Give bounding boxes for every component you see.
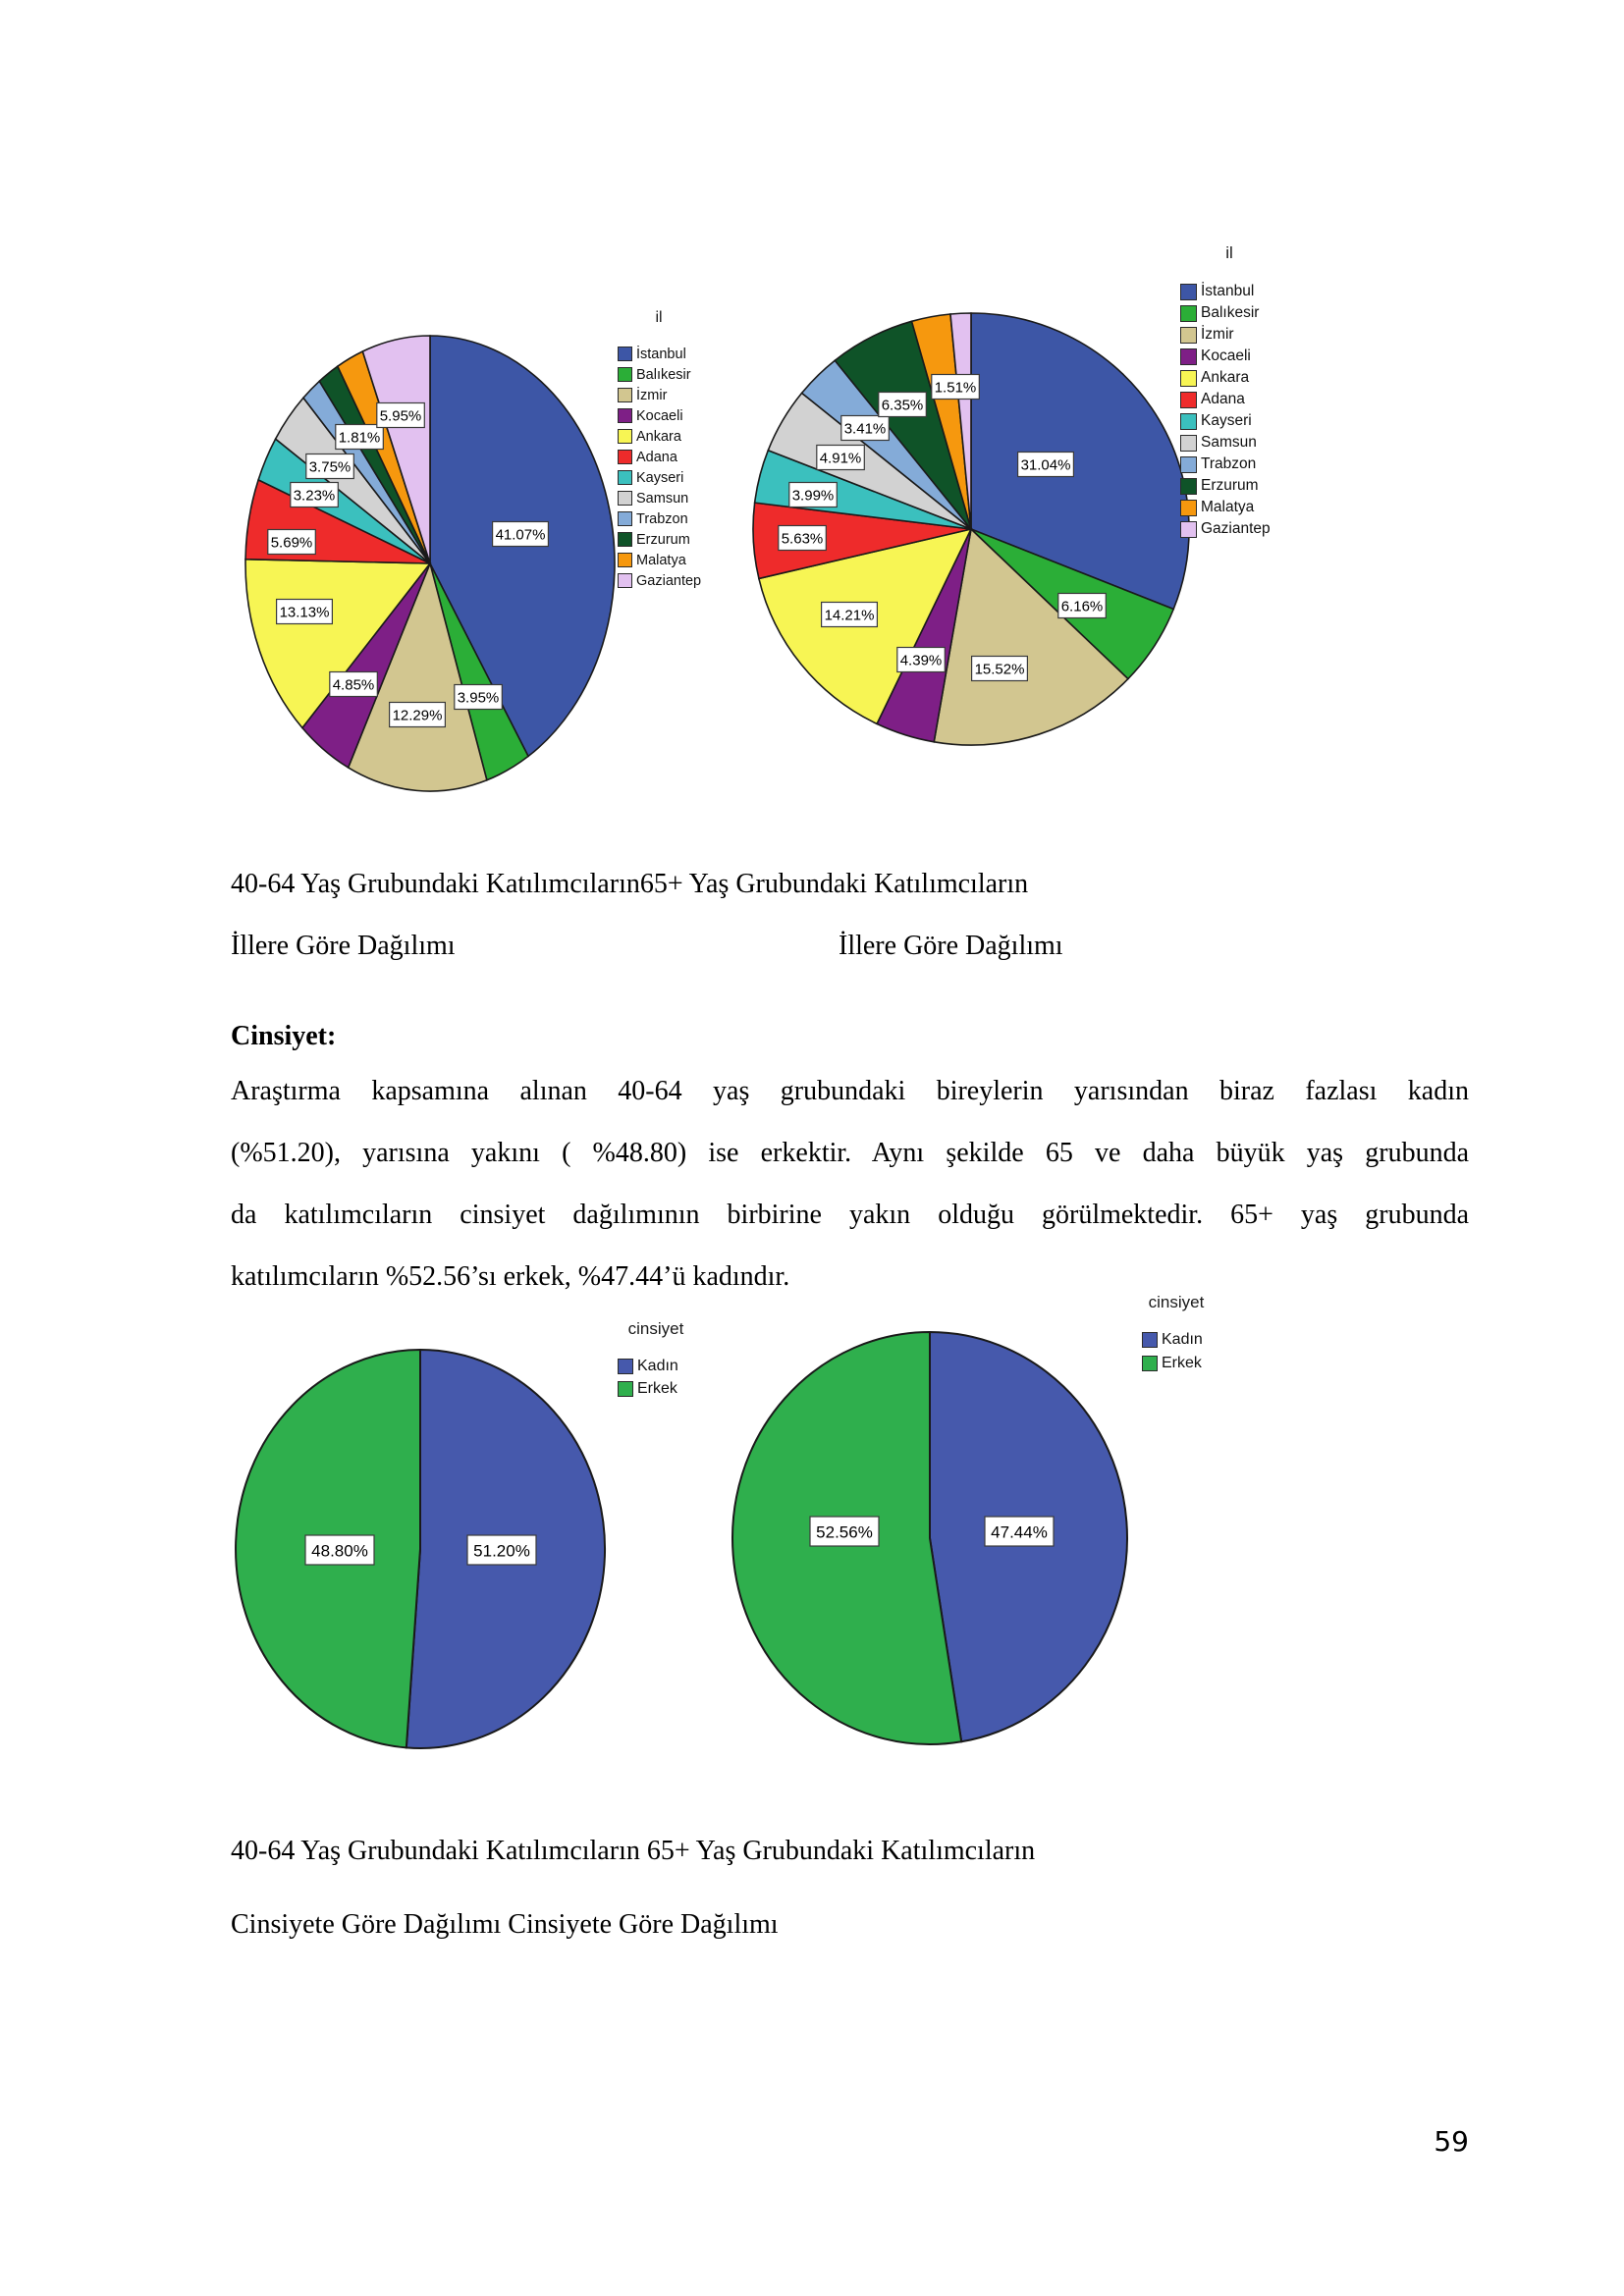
legend-swatch-samsun [1180,435,1197,452]
svg-text:3.99%: 3.99% [791,487,835,505]
legend-swatch-balikesir [618,367,632,382]
pie-label-gaziantep [377,403,425,428]
legend-label-malatya: Malatya [636,552,686,568]
legend-item-kocaeli [618,405,700,426]
legend-swatch-malatya [1180,500,1197,516]
legend-il-40-64 [618,309,700,591]
pie-label-erkek [810,1517,879,1546]
legend-item-adana [618,447,700,467]
pie-svg-cinsiyet-65 [722,1322,1139,1754]
legend-swatch-kocaeli [1180,348,1197,365]
pie-label-kadin [985,1517,1054,1546]
legend-swatch-kadin [1142,1332,1158,1348]
svg-text:3.75%: 3.75% [308,458,352,476]
legend-label-erzurum: Erzurum [1201,477,1259,494]
pie-svg-il-65 [741,302,1203,759]
legend-label-kocaeli: Kocaeli [1201,347,1251,364]
legend-swatch-balikesir [1180,305,1197,322]
legend-label-ankara: Ankara [636,428,681,445]
pie-label-balikesir [1058,594,1107,618]
pie-chart-cinsiyet-65 [722,1322,1139,1754]
caption-bottom-line2: Cinsiyete Göre Dağılımı Cinsiyete Göre Dağılımı [231,1909,779,1940]
svg-text:1.81%: 1.81% [338,429,381,447]
legend-swatch-izmir [1180,327,1197,344]
legend-label-adana: Adana [636,449,677,465]
legend-item-izmir [1180,324,1278,346]
caption-top-line1: 40-64 Yaş Grubundaki Katılımcıların65+ Yaş Grubundaki Katılımcıların [231,869,1029,899]
svg-text:3.41%: 3.41% [843,420,887,438]
legend-swatch-erzurum [1180,478,1197,495]
legend-item-adana [1180,389,1278,410]
svg-text:4.91%: 4.91% [819,450,862,467]
legend-label-istanbul: İstanbul [1201,283,1255,299]
legend-item-kadin [618,1355,694,1377]
pie-label-ankara [277,600,333,624]
svg-text:52.56%: 52.56% [816,1522,873,1542]
legend-label-kayseri: Kayseri [1201,412,1252,429]
legend-label-samsun: Samsun [1201,434,1257,451]
legend-item-ankara [1180,367,1278,389]
legend-item-istanbul [1180,281,1278,302]
legend-label-kayseri: Kayseri [636,469,684,486]
legend-label-erkek: Erkek [637,1379,677,1397]
svg-text:41.07%: 41.07% [495,526,546,544]
svg-text:1.51%: 1.51% [934,379,977,397]
legend-swatch-samsun [618,491,632,506]
pie-label-kadin [467,1535,536,1565]
pie-label-trabzon [336,425,384,450]
svg-text:51.20%: 51.20% [473,1541,530,1561]
legend-cinsiyet-65 [1142,1293,1211,1375]
pie-label-istanbul [1018,453,1074,477]
pie-label-kocaeli [330,672,378,697]
pie-label-samsun [306,454,354,479]
legend-label-adana: Adana [1201,391,1245,407]
legend-item-kocaeli [1180,346,1278,367]
legend-swatch-istanbul [618,347,632,361]
svg-text:5.63%: 5.63% [781,530,824,548]
pie-label-kayseri [291,483,339,507]
legend-item-trabzon [618,508,700,529]
paragraph-line-1: Araştırma kapsamına alınan 40-64 yaş grubundaki bireylerin yarısından biraz fazlası kadın [231,1076,1469,1106]
legend-swatch-kadin [618,1359,633,1374]
legend-title: cinsiyet [627,1319,684,1338]
legend-item-balikesir [1180,302,1278,324]
svg-text:5.95%: 5.95% [379,407,422,425]
legend-label-kadin: Kadın [637,1357,678,1374]
legend-swatch-ankara [618,429,632,444]
legend-label-trabzon: Trabzon [1201,455,1257,472]
legend-label-kocaeli: Kocaeli [636,407,683,424]
legend-item-gaziantep [1180,518,1278,540]
legend-item-balikesir [618,364,700,385]
legend-swatch-izmir [618,388,632,402]
legend-swatch-gaziantep [618,573,632,588]
page-number: 59 [1434,2125,1469,2158]
legend-label-izmir: İzmir [636,387,668,403]
legend-item-erkek [1142,1352,1211,1375]
legend-item-erzurum [1180,475,1278,497]
pie-chart-il-65 [741,302,1203,759]
pie-label-adana [779,526,827,551]
svg-text:15.52%: 15.52% [974,661,1025,678]
svg-text:48.80%: 48.80% [311,1541,368,1561]
svg-text:14.21%: 14.21% [824,607,875,624]
legend-il-65 [1180,243,1278,540]
legend-swatch-kayseri [1180,413,1197,430]
svg-text:3.95%: 3.95% [457,689,500,707]
legend-swatch-gaziantep [1180,521,1197,538]
pie-svg-il-40-64 [231,324,633,805]
paragraph-line-4: katılımcıların %52.56’sı erkek, %47.44’ü kadındır. [231,1261,790,1292]
legend-label-trabzon: Trabzon [636,510,688,527]
svg-text:6.16%: 6.16% [1060,598,1104,615]
legend-label-kadin: Kadın [1162,1331,1203,1348]
legend-label-istanbul: İstanbul [636,346,686,362]
legend-item-kadin [1142,1328,1211,1352]
caption-top-line2-right: İllere Göre Dağılımı [839,931,1063,961]
legend-item-erkek [618,1377,694,1400]
legend-swatch-malatya [618,553,632,567]
paragraph-line-2: (%51.20), yarısına yakını ( %48.80) ise erkektir. Aynı şekilde 65 ve daha büyük yaş grubunda [231,1138,1469,1168]
legend-swatch-erkek [618,1381,633,1397]
legend-label-balikesir: Balıkesir [636,366,691,383]
legend-label-balikesir: Balıkesir [1201,304,1260,321]
legend-label-gaziantep: Gaziantep [1201,520,1271,537]
legend-label-erkek: Erkek [1162,1355,1202,1371]
caption-bottom-line1: 40-64 Yaş Grubundaki Katılımcıların 65+ Yaş Grubundaki Katılımcıların [231,1836,1036,1866]
legend-swatch-erzurum [618,532,632,547]
legend-cinsiyet-40-64 [618,1319,694,1400]
svg-text:4.85%: 4.85% [332,676,375,694]
legend-item-erzurum [618,529,700,550]
pie-label-izmir [390,703,446,727]
legend-item-samsun [1180,432,1278,454]
legend-swatch-trabzon [1180,456,1197,473]
legend-item-ankara [618,426,700,447]
pie-label-gaziantep [932,375,980,400]
pie-label-erkek [305,1535,374,1565]
pie-label-kayseri [789,483,838,507]
legend-swatch-istanbul [1180,284,1197,300]
legend-item-kayseri [1180,410,1278,432]
svg-text:6.35%: 6.35% [881,397,924,414]
legend-swatch-kocaeli [618,408,632,423]
legend-label-samsun: Samsun [636,490,689,507]
caption-top-line2-left: İllere Göre Dağılımı [231,931,456,961]
legend-title: cinsiyet [1148,1293,1205,1311]
body-paragraph [231,1076,1469,1323]
legend-title: il [655,309,663,326]
legend-label-ankara: Ankara [1201,369,1250,386]
pie-chart-cinsiyet-40-64 [226,1340,619,1762]
section-heading-cinsiyet: Cinsiyet: [231,1021,337,1051]
legend-item-malatya [1180,497,1278,518]
svg-text:5.69%: 5.69% [270,534,313,552]
pie-label-trabzon [841,416,890,441]
pie-label-adana [268,530,316,555]
pie-svg-cinsiyet-40-64 [226,1340,619,1762]
legend-item-kayseri [618,467,700,488]
svg-text:4.39%: 4.39% [899,652,943,669]
pie-chart-il-40-64 [231,324,633,805]
svg-text:47.44%: 47.44% [991,1522,1048,1542]
pie-label-kocaeli [897,648,946,672]
paragraph-line-3: da katılımcıların cinsiyet dağılımının birbirine yakın olduğu görülmektedir. 65+ yaş grubunda [231,1200,1469,1230]
svg-text:3.23%: 3.23% [293,487,336,505]
legend-swatch-adana [618,450,632,464]
legend-item-malatya [618,550,700,570]
pie-label-erzurum [879,393,927,417]
pie-label-balikesir [455,685,503,710]
legend-item-samsun [618,488,700,508]
pie-label-izmir [972,657,1028,681]
legend-title: il [1225,243,1233,262]
legend-swatch-erkek [1142,1356,1158,1371]
svg-text:13.13%: 13.13% [279,604,330,621]
legend-swatch-kayseri [618,470,632,485]
legend-item-trabzon [1180,454,1278,475]
legend-swatch-adana [1180,392,1197,408]
pie-label-istanbul [493,522,549,547]
legend-swatch-ankara [1180,370,1197,387]
legend-label-erzurum: Erzurum [636,531,690,548]
pie-label-samsun [817,446,865,470]
legend-label-gaziantep: Gaziantep [636,572,702,589]
svg-text:31.04%: 31.04% [1020,456,1071,474]
legend-label-malatya: Malatya [1201,499,1255,515]
svg-text:12.29%: 12.29% [392,707,443,724]
legend-item-izmir [618,385,700,405]
legend-item-istanbul [618,344,700,364]
legend-label-izmir: İzmir [1201,326,1234,343]
legend-item-gaziantep [618,570,700,591]
pie-label-ankara [822,603,878,627]
legend-swatch-trabzon [618,511,632,526]
